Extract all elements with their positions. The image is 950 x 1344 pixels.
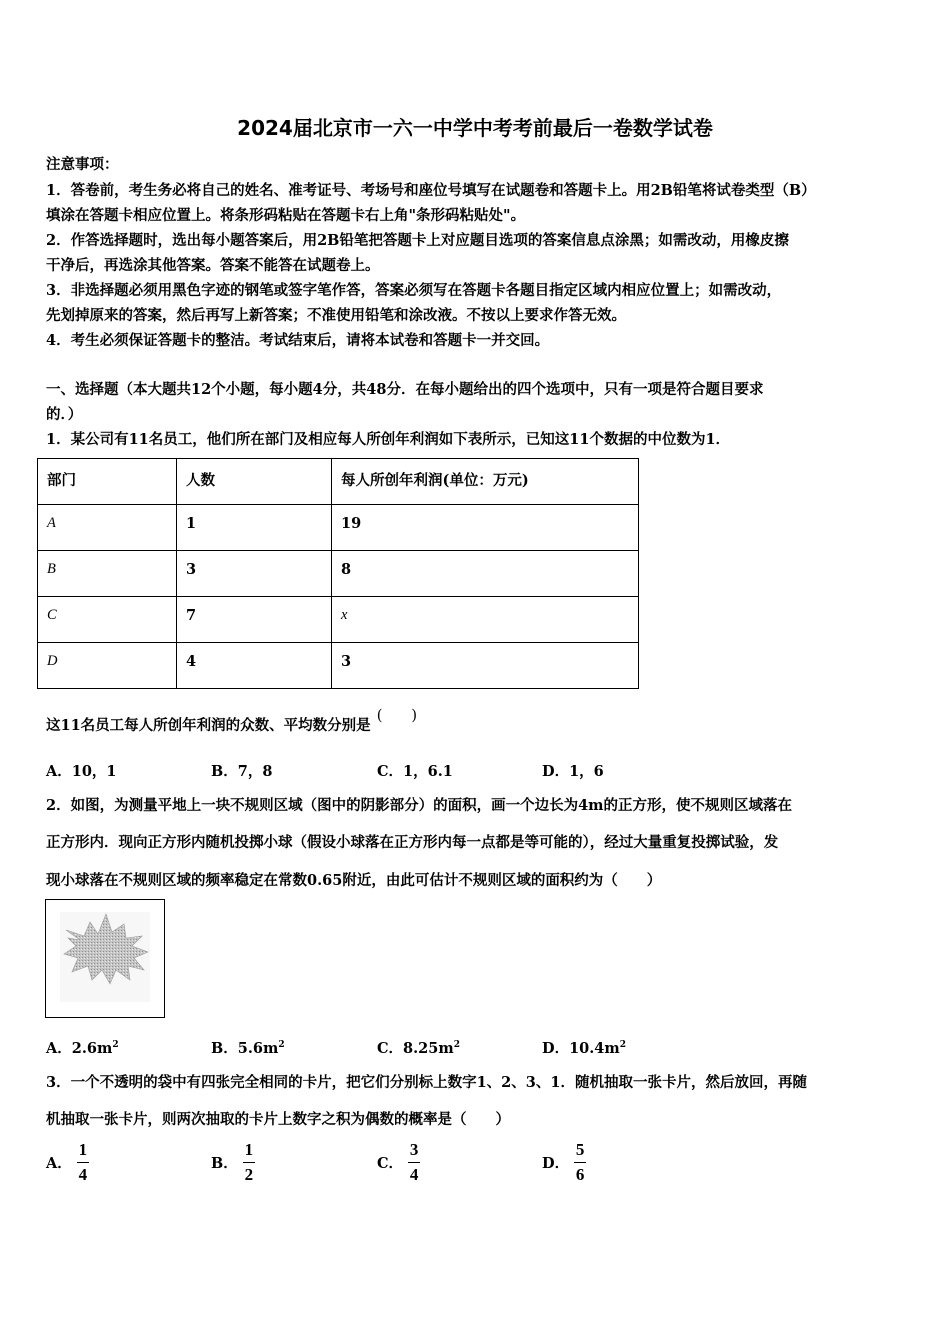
q2-option-b-sup: 2 [278,1040,285,1051]
q1-option-d[interactable]: D．1，6 [542,763,604,780]
profit-table [37,458,639,689]
q2-option-d[interactable] [542,1037,626,1058]
fraction-denominator: 2 [244,1165,254,1184]
notice-line: 干净后，再选涂其他答案。答案不能答在试题卷上。 [46,257,380,274]
q2-stem-line: 正方形内．现向正方形内随机投掷小球（假设小球落在正方形内每一点都是等可能的），经过大量重复投掷试验，发 [46,834,779,851]
q1-question [46,708,418,735]
fraction-denominator: 4 [78,1165,88,1184]
fraction-denominator: 6 [575,1165,585,1184]
notice-heading: 注意事项： [46,156,119,173]
fraction-numerator: 5 [575,1140,585,1159]
fraction-denominator: 4 [409,1165,419,1184]
q3-option-b-fraction [243,1140,255,1185]
notice-line: 填涂在答题卡相应位置上。将条形码粘贴在答题卡右上角"条形码粘贴处"。 [46,207,526,224]
page-title: 2024届北京市一六一中学中考考前最后一卷数学试卷 [237,116,713,140]
table-header-cell: 人数 [177,459,332,505]
fraction-numerator: 1 [78,1140,88,1159]
q2-option-c-sup: 2 [453,1040,460,1051]
q2-option-b[interactable] [211,1037,285,1058]
q2-option-d-sup: 2 [619,1040,626,1051]
table-row [38,597,639,643]
q3-option-a[interactable] [46,1140,89,1185]
q3-option-b-letter: B． [211,1155,238,1172]
table-cell: D [38,643,177,689]
table-cell: 7 [177,597,332,643]
q2-option-a[interactable] [46,1037,119,1058]
notice-line: 2．作答选择题时，选出每小题答案后，用2B铅笔把答题卡上对应题目选项的答案信息点涂黑；如需改动，用橡皮擦 [46,232,789,249]
table-header-cell: 部门 [38,459,177,505]
notice-line: 3．非选择题必须用黑色字迹的钢笔或签字笔作答，答案必须写在答题卡各题目指定区域内相应位置上；如需改动， [46,282,782,299]
q2-stem-line: 2．如图，为测量平地上一块不规则区域（图中的阴影部分）的面积，画一个边长为4m的正方形，使不规则区域落在 [46,797,793,814]
fraction-bar [408,1162,420,1163]
table-header-cell: 每人所创年利润(单位：万元) [332,459,639,505]
table-row [38,643,639,689]
table-cell: 1 [177,505,332,551]
section-heading-cont: 的．） [46,406,83,423]
q1-stem: 1．某公司有11名员工，他们所在部门及相应每人所创年利润如下表所示，已知这11个数据的中位数为1． [46,431,731,448]
fraction-bar [243,1162,255,1163]
q1-option-b[interactable]: B．7，8 [211,763,273,780]
table-cell: x [332,597,639,643]
section-heading: 一、选择题（本大题共12个小题，每小题4分，共48分．在每小题给出的四个选项中，只有一项是符合题目要求 [46,381,764,398]
table-cell: B [38,551,177,597]
q3-option-c-fraction [408,1140,420,1185]
table-cell: 4 [177,643,332,689]
q1-option-c[interactable]: C．1，6.1 [377,763,453,780]
q3-option-b[interactable] [211,1140,255,1185]
fraction-numerator: 3 [409,1140,419,1159]
notice-line: 先划掉原来的答案，然后再写上新答案；不准使用铅笔和涂改液。不按以上要求作答无效。 [46,307,626,324]
square-figure [45,899,165,1018]
q1-question-text: 这11名员工每人所创年利润的众数、平均数分别是 [46,717,371,734]
q2-option-d-label: D．10.4m [542,1040,620,1057]
table-header-row [38,459,639,505]
q3-stem-line: 机抽取一张卡片，则两次抽取的卡片上数字之积为偶数的概率是（ ） [46,1111,510,1128]
table-cell: 3 [332,643,639,689]
table-row [38,551,639,597]
table-row [38,505,639,551]
table-cell: 8 [332,551,639,597]
q3-stem-line: 3．一个不透明的袋中有四张完全相同的卡片，把它们分别标上数字1、2、3、1．随机抽取一张卡片，然后放回，再随 [46,1074,807,1091]
table-cell: 19 [332,505,639,551]
q3-option-a-letter: A． [46,1155,72,1172]
q3-option-c-letter: C． [377,1155,404,1172]
fraction-numerator: 1 [244,1140,254,1159]
q3-option-d-fraction [574,1140,586,1185]
fraction-bar [574,1162,586,1163]
notice-line: 4．考生必须保证答题卡的整洁。考试结束后，请将本试卷和答题卡一并交回。 [46,332,550,349]
q3-option-c[interactable] [377,1140,420,1185]
q3-option-d-letter: D． [542,1155,570,1172]
table-cell: 3 [177,551,332,597]
q2-option-a-sup: 2 [112,1040,119,1051]
q2-option-a-label: A．2.6m [46,1040,113,1057]
notice-line: 1．答卷前，考生务必将自己的姓名、准考证号、考场号和座位号填写在试题卷和答题卡上。用2B铅笔将试卷类型（B） [46,182,816,199]
fraction-bar [77,1162,89,1163]
table-cell: A [38,505,177,551]
irregular-region-illustration [46,900,164,1017]
q2-stem-line: 现小球落在不规则区域的频率稳定在常数0.65附近，由此可估计不规则区域的面积约为（ ） [46,872,662,889]
answer-bracket: ( ) [376,708,418,724]
q2-option-c-label: C．8.25m [377,1040,454,1057]
q2-option-c[interactable] [377,1037,460,1058]
q2-option-b-label: B．5.6m [211,1040,279,1057]
q3-option-d[interactable] [542,1140,586,1185]
q1-option-a[interactable]: A．10，1 [46,763,117,780]
table-cell: C [38,597,177,643]
q3-option-a-fraction [77,1140,89,1185]
